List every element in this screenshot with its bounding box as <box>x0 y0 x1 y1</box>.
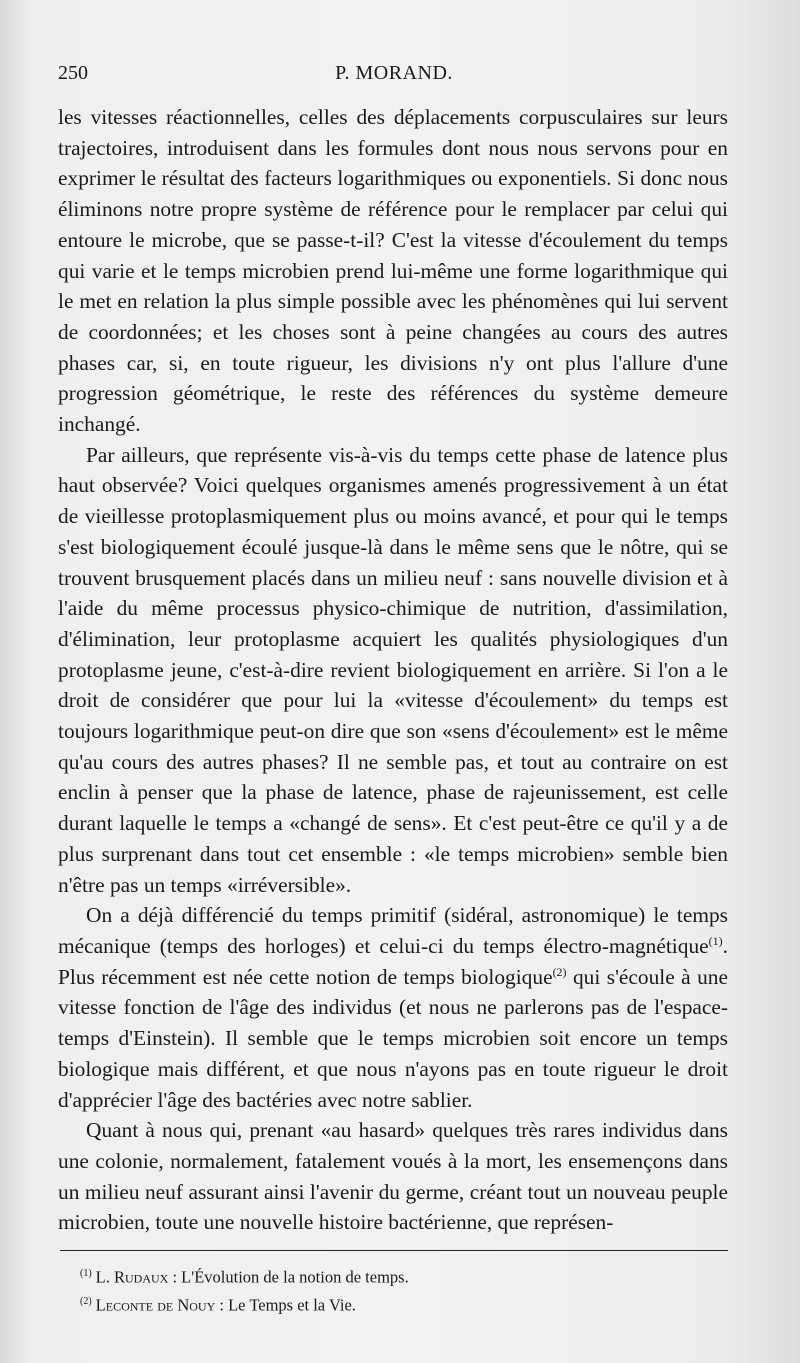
paragraph-3-part-2: . Plus récemment est née cette notion de temps biologique <box>58 933 728 989</box>
paragraph-3-part-3: qui s'écoule à une vitesse fonction de l'âge des individus (et nous ne parlerons pas de l'espace-temps d'Einstein). Il semble que le temps microbien soit encore un temps biologique mais différent, et que nous n'ayons pas en toute rigueur le droit d'apprécier l'âge des bactéries avec notre sablier. <box>58 964 728 1112</box>
paragraph-3 <box>58 900 728 1115</box>
footnotes <box>80 1262 720 1317</box>
body-text <box>58 102 728 1238</box>
footnote-2 <box>80 1290 720 1318</box>
footnote-2-author: Leconte de Nouy <box>95 1295 216 1314</box>
footnote-divider <box>60 1250 728 1251</box>
running-head: P. MORAND. <box>335 62 453 84</box>
paragraph-1: les vitesses réactionnelles, celles des déplacements corpusculaires sur leurs trajectoires, introduisent dans les formules dont nous nous servons pour en exprimer le résultat des facteurs logarithmiques ou exponentiels. Si donc nous éliminons notre propre système de référence pour le remplacer par celui qui entoure le microbe, que se passe-t-il? C'est la vitesse d'écoulement du temps qui varie et le temps microbien prend lui-même une forme logarithmique qui le met en relation la plus simple possible avec les phénomènes qui lui servent de coordonnées; et les choses sont à peine changées au cours des autres phases car, si, en toute rigueur, les divisions n'y ont plus l'allure d'une progression géométrique, le reste des références du système demeure inchangé. <box>58 105 728 437</box>
paragraph-4: Quant à nous qui, prenant «au hasard» quelques très rares individus dans une colonie, normalement, fatalement voués à la mort, les ensemençons dans un milieu neuf assurant ainsi l'avenir du germe, créant tout un nouveau peuple microbien, toute une nouvelle histoire bactérienne, que représen- <box>58 1118 728 1235</box>
footnote-ref-2: (2) <box>552 964 567 979</box>
page-header <box>58 62 730 92</box>
paragraph-2: Par ailleurs, que représente vis-à-vis du temps cette phase de latence plus haut observée? Voici quelques organismes amenés progressivement à un état de vieillesse protoplasmiquement plus ou moins avancé, et pour qui le temps s'est biologiquement écoulé jusque-là dans le même sens que le nôtre, qui se trouvent brusquement placés dans un milieu neuf : sans nouvelle division et à l'aide du même processus physico-chimique de nutrition, d'assimilation, d'élimination, leur protoplasme acquiert les qualités physiologiques d'un protoplasme jeune, c'est-à-dire revient biologiquement en arrière. Si l'on a le droit de considérer que pour lui la «vitesse d'écoulement» du temps est toujours logarithmique peut-on dire que son «sens d'écoulement» est le même qu'au cours des autres phases? Il ne semble pas, et tout au contraire on est enclin à penser que la phase de latence, phase de rajeunissement, est celle durant laquelle le temps a «changé de sens». Et c'est peut-être ce qu'il y a de plus surprenant dans tout cet ensemble : «le temps microbien» semble bien n'être pas un temps «irréversible». <box>58 442 728 897</box>
footnote-2-text: : Le Temps et la Vie. <box>215 1295 356 1314</box>
footnote-1-text: : L'Évolution de la notion de temps. <box>168 1267 409 1287</box>
footnote-ref-1: (1) <box>708 933 723 948</box>
page-number: 250 <box>58 62 88 84</box>
footnote-1-author: L. Rudaux <box>95 1267 169 1287</box>
paragraph-3-part-1: On a déjà différencié du temps primitif (sidéral, astronomique) le temps mécanique (temps des horloges) et celui-ci du temps électro-magnétique <box>58 903 728 958</box>
footnote-1 <box>80 1262 720 1290</box>
footnote-1-mark: (1) <box>80 1268 92 1279</box>
footnote-2-mark: (2) <box>80 1295 92 1307</box>
